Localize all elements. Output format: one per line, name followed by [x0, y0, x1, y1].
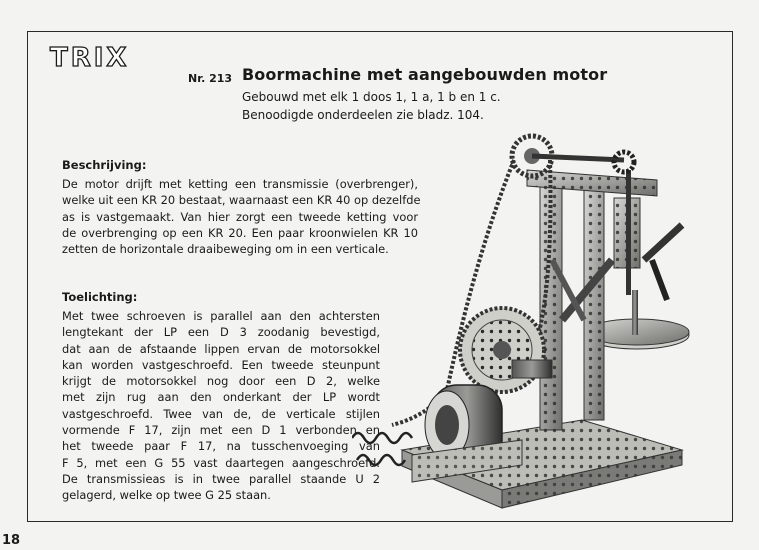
- page-number: 18: [2, 533, 21, 548]
- page-title: Boormachine met aangebouwden motor: [242, 65, 608, 84]
- explanation-line: vormende F 17, zijn met een D 1 verbonden en: [62, 423, 380, 438]
- explanation-line: krijgt de motorsokkel nog door een D 2, welke: [62, 374, 380, 389]
- trix-logo: TRIX: [50, 43, 130, 73]
- explanation-line: dat aan de afstaande lippen ervan de motorsokkel: [62, 341, 380, 356]
- description-line: as is vastgemaakt. Van hier zorgt een tweede ketting voor: [62, 209, 418, 224]
- explanation-line: F 5, met een G 55 vast daartegen aangeschroefd.: [62, 455, 380, 470]
- explanation-line: kan worden vastgeschroefd. Een tweede steunpunt: [62, 357, 380, 372]
- drill-machine-illustration: [352, 120, 692, 520]
- explanation-line: Met twee schroeven is parallel aan den achtersten: [62, 309, 380, 323]
- subtitle-line-1: Gebouwd met elk 1 doos 1, 1 a, 1 b en 1 c.: [242, 90, 501, 104]
- description-line: de overbrenging op een KR 20. Een paar kroonwielen KR 10: [62, 225, 418, 240]
- description-line: De motor drijft met ketting een transmissie (overbrenger),: [62, 177, 418, 191]
- description-heading: Beschrijving:: [62, 158, 147, 172]
- model-number: Nr. 213: [188, 72, 233, 85]
- explanation-line: gelagerd, welke op twee G 25 staan.: [62, 488, 271, 503]
- explanation-line: vastgeschroefd. Twee van de, de verticale stijlen: [62, 406, 380, 421]
- explanation-line: het tweede paar F 17, na tusschenvoeging van: [62, 439, 380, 454]
- explanation-heading: Toelichting:: [62, 290, 138, 304]
- explanation-line: lengtekant der LP een D 3 zoodanig bevestigd,: [62, 325, 380, 340]
- description-line: welke uit een KR 20 bestaat, waarnaast een KR 40 op dezelfde: [62, 193, 421, 208]
- explanation-line: met zijn rug aan den onderkant der LP wordt: [62, 390, 380, 405]
- gear-wheel: [460, 308, 552, 392]
- explanation-line: De transmissieas is in twee parallel staande U 2: [62, 471, 380, 486]
- subtitle-line-2: Benoodigde onderdeelen zie bladz. 104.: [242, 108, 484, 122]
- explanation-paragraph: [62, 308, 380, 504]
- description-line: zetten de horizontale draaibeweging om in een verticale.: [62, 242, 389, 257]
